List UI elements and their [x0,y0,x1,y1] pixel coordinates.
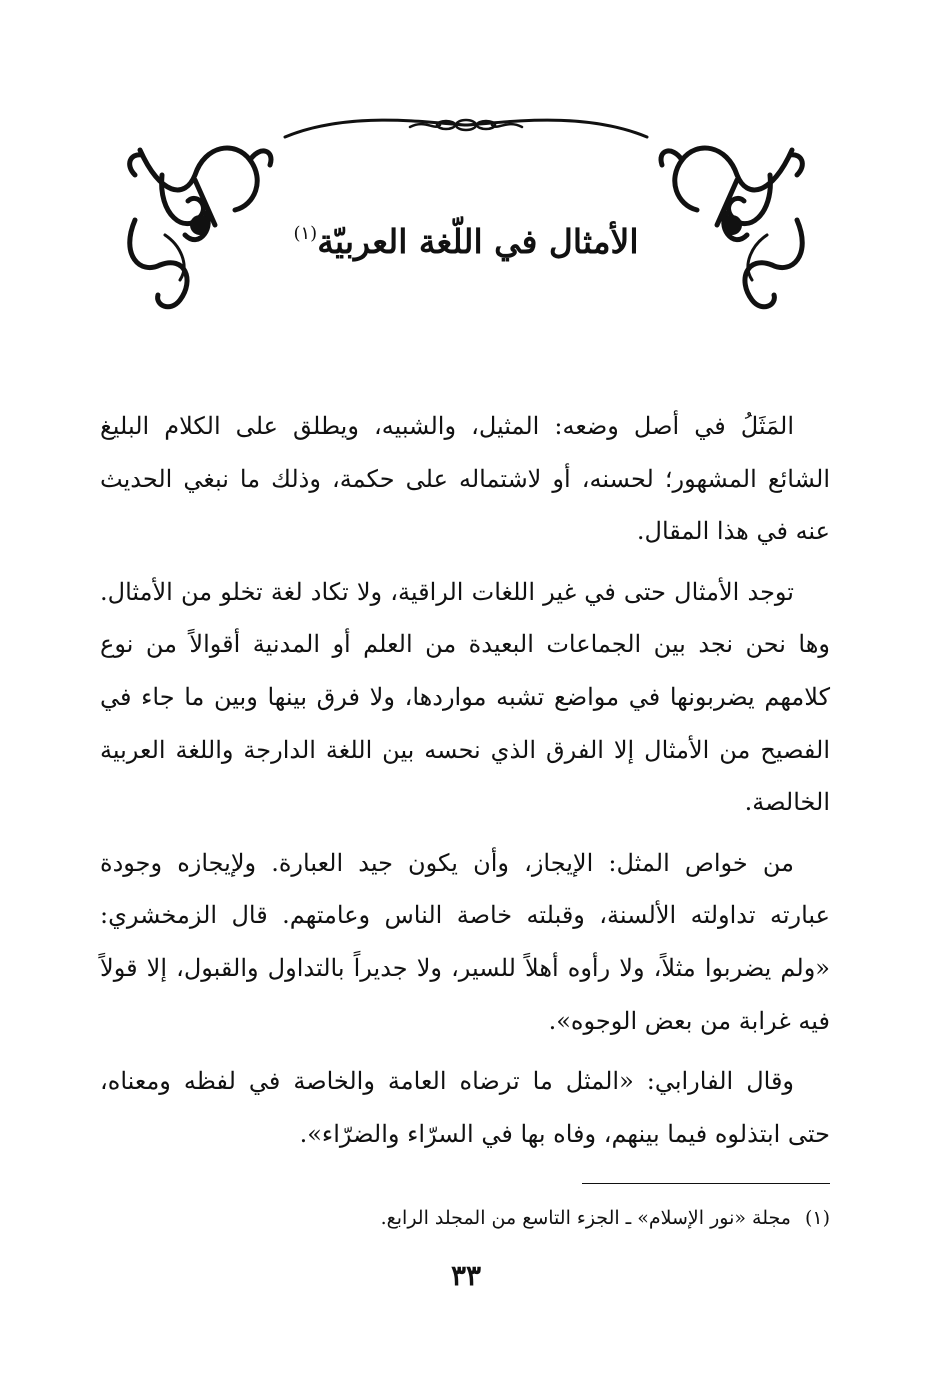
paragraph-3: من خواص المثل: الإيجاز، وأن يكون جيد العبارة. ولإيجازه وجودة عبارته تداولته الألسنة، وقبلته خاصة الناس وعامتهم. قال الزمخشري: «ولم يضربوا مثلاً، ولا رأوه أهلاً للسير، ولا جديراً بالتداول والقبول، إلا قولاً فيه غرابة من بعض الوجوه». [100,848,830,1035]
footnote-separator [582,1183,830,1184]
paragraph-4: وقال الفارابي: «المثل ما ترضاه العامة والخاصة في لفظه ومعناه، حتى ابتذلوه فيما بينهم، وفاه بها في السرّاء والضرّاء». [100,1067,830,1148]
title-footnote-marker: (١) [293,223,318,244]
page-number: ٣٣ [450,1259,482,1292]
paragraph-1: المَثَلُ في أصل وضعه: المثيل، والشبيه، ويطلق على الكلام البليغ الشائع المشهور؛ لحسنه، أو لاشتماله على حكمة، وذلك ما نبغي الحديث عنه في هذا المقال. [100,412,830,546]
ornamental-header-frame [100,105,832,320]
footnote-number: (١) [804,1207,830,1229]
chapter-title [0,222,932,261]
footnote [100,1204,830,1232]
paragraph-2: توجد الأمثال حتى في غير اللغات الراقية، ولا تكاد لغة تخلو من الأمثال. وها نحن نجد بين الجماعات البعيدة من العلم أو المدنية أقوالاً من نوع كلامهم يضربونها في مواضع تشبه مواردها، ولا فرق بينها وبين ما جاء في الفصيح من الأمثال إلا الفرق الذي نحسه بين اللغة الدارجة واللغة العربية الخالصة. [100,577,830,817]
body-text [100,400,830,1168]
footnote-text: مجلة «نور الإسلام» ـ الجزء التاسع من المجلد الرابع. [380,1207,791,1229]
chapter-title-text: الأمثال في اللّغة العربيّة [317,222,639,261]
